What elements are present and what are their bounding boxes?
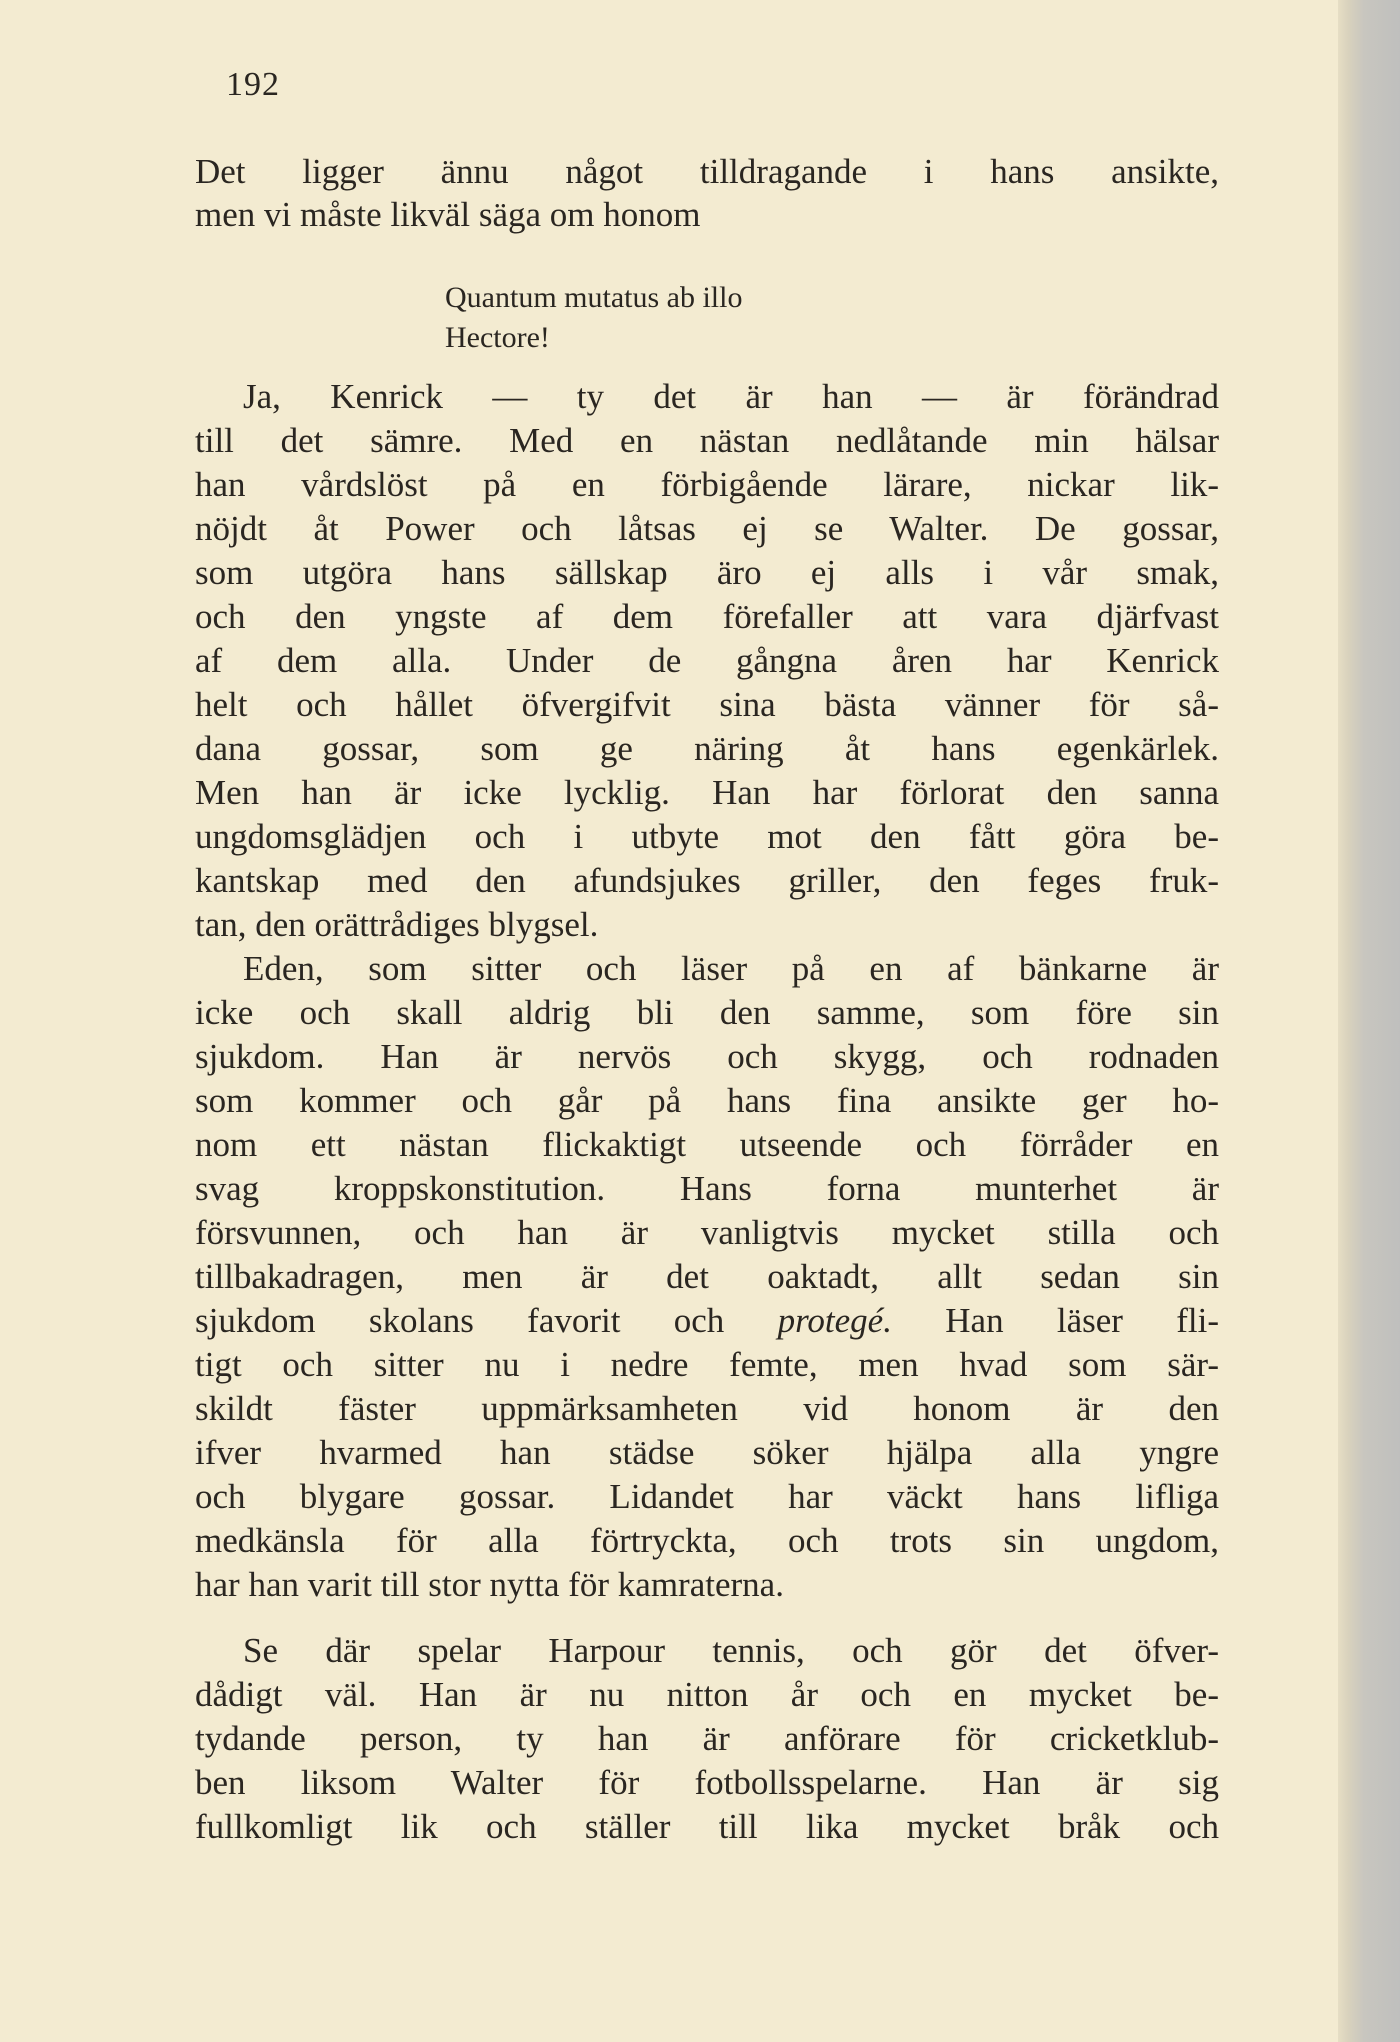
paragraph-first-line: Eden, som sitter och läser på en af bänkarne är (243, 949, 1219, 988)
text-line: ben liksom Walter för fotbollsspelarne. Han är sig (195, 1763, 1219, 1802)
text-line: af dem alla. Under de gångna åren har Kenrick (195, 641, 1219, 680)
text-line: dådigt väl. Han är nu nitton år och en mycket be- (195, 1675, 1219, 1714)
text-line: skildt fäster uppmärksamheten vid honom är den (195, 1389, 1219, 1428)
text-line (195, 1299, 1219, 1343)
text-line: icke och skall aldrig bli den samme, som före sin (195, 993, 1219, 1032)
text-line: fullkomligt lik och ställer till lika mycket bråk och (195, 1807, 1219, 1846)
scan-edge (1338, 0, 1400, 2042)
text-line: ungdomsglädjen och i utbyte mot den fått göra be- (195, 817, 1219, 856)
text-line: har han varit till stor nytta för kamraterna. (195, 1565, 784, 1604)
text-line: Men han är icke lycklig. Han har förlorat den sanna (195, 773, 1219, 812)
text-segment: Han läser fli- (891, 1301, 1219, 1340)
text-line: tan, den orättrådiges blygsel. (195, 905, 599, 944)
latin-quote-line: Hectore! (445, 321, 550, 354)
page-number: 192 (226, 66, 280, 103)
text-line: försvunnen, och han är vanligtvis mycket stilla och (195, 1213, 1219, 1252)
text-line: svag kroppskonstitution. Hans forna munterhet är (195, 1169, 1219, 1208)
latin-quote-line: Quantum mutatus ab illo (445, 281, 743, 314)
text-line: sjukdom. Han är nervös och skygg, och rodnaden (195, 1037, 1219, 1076)
text-segment: sjukdom skolans favorit och (195, 1301, 778, 1340)
text-line: och blygare gossar. Lidandet har väckt hans lifliga (195, 1477, 1219, 1516)
text-line: han vårdslöst på en förbigående lärare, nickar lik- (195, 465, 1219, 504)
text-line: som kommer och går på hans fina ansikte ger ho- (195, 1081, 1219, 1120)
text-line: ifver hvarmed han städse söker hjälpa alla yngre (195, 1433, 1219, 1472)
text-line: Det ligger ännu något tilldragande i hans ansikte, (195, 152, 1219, 191)
text-line: medkänsla för alla förtryckta, och trots sin ungdom, (195, 1521, 1219, 1560)
text-line: nom ett nästan flickaktigt utseende och förråder en (195, 1125, 1219, 1164)
text-line: som utgöra hans sällskap äro ej alls i vår smak, (195, 553, 1219, 592)
text-line: helt och hållet öfvergifvit sina bästa vänner för så- (195, 685, 1219, 724)
text-line: tillbakadragen, men är det oaktadt, allt sedan sin (195, 1257, 1219, 1296)
text-line: dana gossar, som ge näring åt hans egenkärlek. (195, 729, 1219, 768)
text-line: tigt och sitter nu i nedre femte, men hvad som sär- (195, 1345, 1219, 1384)
paragraph-first-line: Se där spelar Harpour tennis, och gör det öfver- (243, 1631, 1219, 1670)
text-line: till det sämre. Med en nästan nedlåtande min hälsar (195, 421, 1219, 460)
text-line: kantskap med den afundsjukes griller, den feges fruk- (195, 861, 1219, 900)
text-line: tydande person, ty han är anförare för cricketklub- (195, 1719, 1219, 1758)
paragraph-first-line: Ja, Kenrick — ty det är han — är förändrad (243, 377, 1219, 416)
text-line: och den yngste af dem förefaller att vara djärfvast (195, 597, 1219, 636)
text-line: nöjdt åt Power och låtsas ej se Walter. De gossar, (195, 509, 1219, 548)
text-line: men vi måste likväl säga om honom (195, 195, 701, 234)
italic-word: protegé. (777, 1301, 892, 1340)
